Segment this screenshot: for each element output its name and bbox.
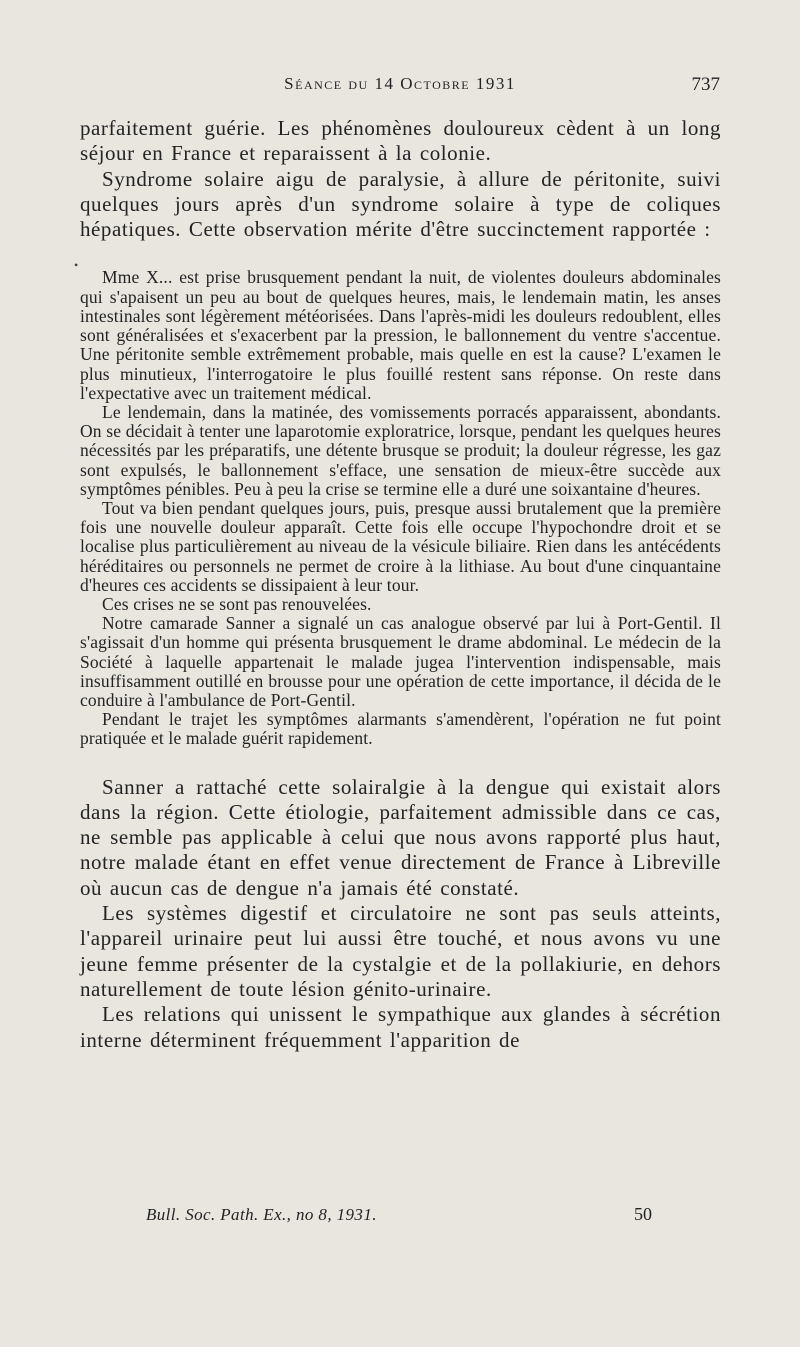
- body-paragraph: Les relations qui unissent le sympathique aux glandes à sécrétion interne déterminent fréquemment l'apparition de: [80, 1002, 721, 1052]
- body-paragraph: Sanner a rattaché cette solairalgie à la dengue qui existait alors dans la région. Cette étiologie, parfaitement admissible dans ce cas, ne semble pas applicable à celui que nous avons rapporté plus haut, notre malade étant en effet venue directement de France à Libreville où aucun cas de dengue n'a jamais été constaté.: [80, 774, 721, 900]
- bullet-mark: •: [74, 258, 79, 273]
- observation-paragraph: Notre camarade Sanner a signalé un cas analogue observé par lui à Port-Gentil. Il s'agissait d'un homme qui présenta brusquement le drame abdominal. Le médecin de la Société à laquelle appartenait le malade jugea l'intervention indispensable, mais insuffisamment outillé en brousse pour une opération de cette importance, il décida de le conduire à l'ambulance de Port-Gentil.: [80, 613, 721, 710]
- body-paragraph: Les systèmes digestif et circulatoire ne sont pas seuls atteints, l'appareil urinaire peut lui aussi être touché, et nous avons vu une jeune femme présenter de la cystalgie et de la pollakiurie, en dehors naturellement de toute lésion génito-urinaire.: [80, 901, 721, 1001]
- observation-paragraph: Tout va bien pendant quelques jours, puis, presque aussi brutalement que la première fois une nouvelle douleur apparaît. Cette fois elle occupe l'hypochondre droit et se localise plus particulièrement au niveau de la vésicule biliaire. Rien dans les antécédents héréditaires ou personnels ne permet de croire à la lithiase. Au bout d'une cinquantaine d'heures ces accidents se dissipaient à leur tour.: [80, 497, 721, 595]
- case-observation: [80, 268, 721, 748]
- body-paragraph: Syndrome solaire aigu de paralysie, à allure de péritonite, suivi quelques jours après d'un syndrome solaire à type de coliques hépatiques. Cette observation mérite d'être succinctement rapportée :: [80, 166, 721, 242]
- signature-mark: 50: [634, 1204, 652, 1224]
- section-gap: [80, 749, 721, 775]
- page-number: 737: [691, 74, 720, 95]
- observation-paragraph: Mme X... est prise brusquement pendant la nuit, de violentes douleurs abdominales qui s'apaisent un peu au bout de quelques heures, mais, le lendemain matin, les anses intestinales sont légèrement météorisées. Dans l'après-midi les douleurs redoublent, elles sont généralisées et s'exacerbent par la pression, le ballonnement du ventre s'accentue. Une péritonite semble extrêmement probable, mais quelle en est la cause? L'examen le plus minutieux, l'interrogatoire le plus fouillé restent sans réponse. On reste dans l'expectative avec un traitement médical.: [80, 267, 721, 403]
- header-title: Séance du 14 Octobre 1931: [284, 74, 516, 93]
- section-separator: [74, 242, 721, 273]
- observation-paragraph: Le lendemain, dans la matinée, des vomissements porracés apparaissent, abondants. On se décidait à tenter une laparotomie exploratrice, lorsque, pendant les quelques heures nécessités par les préparatifs, une détente brusque se produit; la douleur régresse, les gaz sont expulsés, le ballonnement s'efface, une sensation de mieux-être succède aux symptômes pénibles. Peu à peu la crise se termine elle a duré une soixantaine d'heures.: [80, 401, 721, 499]
- observation-paragraph: Ces crises ne se sont pas renouvelées.: [102, 593, 372, 614]
- journal-reference: Bull. Soc. Path. Ex., no 8, 1931.: [146, 1205, 377, 1224]
- page-footer: [146, 1204, 652, 1225]
- page-body: [74, 116, 721, 1053]
- body-paragraph: parfaitement guérie. Les phénomènes douloureux cèdent à un long séjour en France et reparaissent à la colonie.: [80, 116, 721, 166]
- observation-paragraph: Pendant le trajet les symptômes alarmants s'amendèrent, l'opération ne fut point pratiquée et le malade guérit rapidement.: [80, 709, 721, 749]
- running-header: [80, 74, 720, 102]
